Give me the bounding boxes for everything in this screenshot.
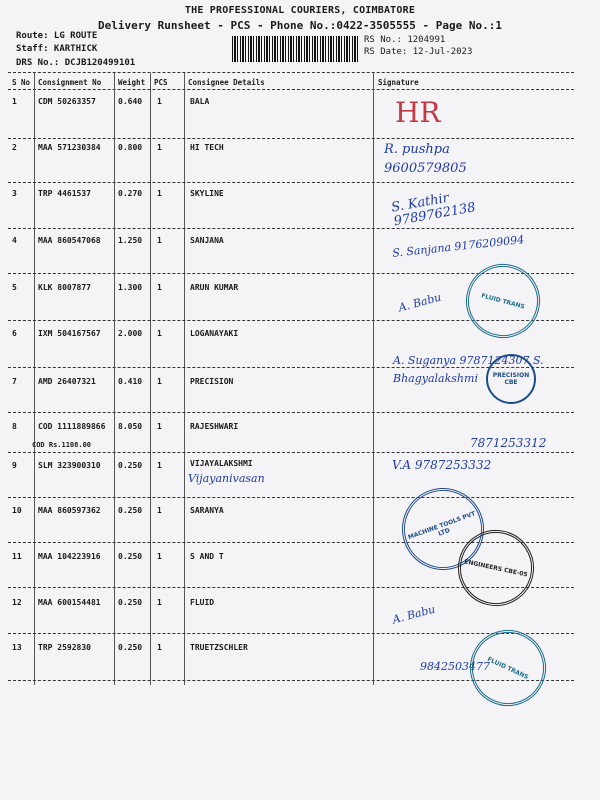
signature: 7871253312 — [470, 436, 547, 450]
rs-date: RS Date: 12-Jul-2023 — [364, 47, 473, 57]
row-consignment: AMD 26407321 — [38, 377, 96, 386]
company-title: THE PROFESSIONAL COURIERS, COIMBATORE — [184, 5, 416, 16]
row-consignment: MAA 104223916 — [38, 552, 101, 561]
drs-number: DRS No.: DCJB120499101 — [16, 58, 136, 68]
row-pcs: 1 — [157, 236, 162, 245]
row-consignee: TRUETZSCHLER — [190, 643, 248, 652]
row-consignee: LOGANAYAKI — [190, 329, 239, 338]
stamp-text: ENGINEERS CBE-05 — [463, 557, 529, 579]
row-rule — [8, 182, 574, 183]
row-sno: 9 — [12, 461, 17, 470]
row-sno: 13 — [12, 643, 22, 652]
row-consignee: S AND T — [190, 552, 224, 561]
row-consignee: SARANYA — [190, 506, 224, 515]
row-sno: 5 — [12, 283, 17, 292]
staff-label: Staff: KARTHICK — [16, 44, 98, 54]
row-sno: 1 — [12, 97, 17, 106]
row-rule — [8, 412, 574, 413]
precision-stamp — [486, 354, 536, 404]
table-top-rule — [8, 72, 574, 73]
row-sno: 11 — [12, 552, 22, 561]
row-sno: 7 — [12, 377, 17, 386]
route-label: Route: LG ROUTE — [16, 31, 98, 41]
row-sno: 3 — [12, 189, 17, 198]
col-signature: Signature — [378, 78, 419, 87]
col-divider — [150, 73, 151, 685]
table-header-rule — [8, 89, 574, 90]
stamp-text: MACHINE TOOLS PVT LTD — [407, 510, 477, 542]
row-pcs: 1 — [157, 97, 162, 106]
signature: A. Babu — [397, 290, 443, 315]
row-pcs: 1 — [157, 189, 162, 198]
row-sno: 10 — [12, 506, 22, 515]
row-consignee: ARUN KUMAR — [190, 283, 239, 292]
signature: S. Kathir 9789762138 — [390, 190, 477, 230]
row-rule — [8, 228, 574, 229]
row-pcs: 1 — [157, 143, 162, 152]
row-weight: 0.800 — [118, 143, 143, 152]
row-pcs: 1 — [157, 506, 162, 515]
row-weight: 0.250 — [118, 643, 143, 652]
row-sno: 12 — [12, 598, 22, 607]
row-consignment: TRP 2592830 — [38, 643, 91, 652]
row-consignment: MAA 571230384 — [38, 143, 101, 152]
row-rule — [8, 138, 574, 139]
row-weight: 0.250 — [118, 598, 143, 607]
row-pcs: 1 — [157, 329, 162, 338]
row-consignment: MAA 600154481 — [38, 598, 101, 607]
signature: R. pushpa 9600579805 — [384, 142, 467, 176]
row-weight: 0.640 — [118, 97, 143, 106]
col-consignment: Consignment No — [38, 78, 102, 87]
row-weight: 0.270 — [118, 189, 143, 198]
signature: A. Babu — [391, 602, 437, 627]
stamp-text: FLUID TRANS — [486, 655, 530, 681]
row-consignee: RAJESHWARI — [190, 422, 239, 431]
col-consignee: Consignee Details — [188, 78, 265, 87]
fluid-stamp — [458, 256, 549, 347]
row-consignment: MAA 860597362 — [38, 506, 101, 515]
row-consignment: KLK 8007877 — [38, 283, 91, 292]
signature: HR — [395, 96, 441, 129]
row-sno: 6 — [12, 329, 17, 338]
row-sno: 4 — [12, 236, 17, 245]
row-rule — [8, 497, 574, 498]
row-weight: 0.250 — [118, 506, 143, 515]
cod-amount: COD Rs.1108.00 — [32, 441, 92, 449]
col-divider — [373, 73, 374, 685]
stamp-text: FLUID TRANS — [480, 291, 526, 311]
signature: V.A 9787253332 — [392, 458, 492, 472]
row-consignment: SLM 323900310 — [38, 461, 101, 470]
row-weight: 1.250 — [118, 236, 143, 245]
signature: S. Sanjana 9176209094 — [391, 233, 525, 260]
row-consignee: PRECISION — [190, 377, 234, 386]
row-consignment: IXM 504167567 — [38, 329, 101, 338]
row-pcs: 1 — [157, 461, 162, 470]
row-weight: 0.250 — [118, 552, 143, 561]
stamp-text: PRECISION CBE — [492, 372, 530, 386]
row-consignee: SKYLINE — [190, 189, 224, 198]
row-pcs: 1 — [157, 643, 162, 652]
rs-number: RS No.: 1204991 — [364, 35, 446, 45]
row-pcs: 1 — [157, 377, 162, 386]
col-sno: S No — [12, 78, 31, 87]
row-consignment: TRP 4461537 — [38, 189, 91, 198]
row-consignment: COD 1111889866 — [38, 422, 106, 431]
col-divider — [114, 73, 115, 685]
runsheet-subtitle: Delivery Runsheet - PCS - Phone No.:0422-3505555 - Page No.:1 — [98, 19, 502, 32]
col-weight: Weight — [118, 78, 146, 87]
row-pcs: 1 — [157, 598, 162, 607]
row-weight: 0.410 — [118, 377, 143, 386]
row-pcs: 1 — [157, 552, 162, 561]
row-consignee: FLUID — [190, 598, 215, 607]
row-weight: 8.050 — [118, 422, 143, 431]
col-divider — [184, 73, 185, 685]
signature: A. Suganya 9787124307 S. Bhagyalakshmi — [393, 354, 544, 385]
row-consignee: HI TECH — [190, 143, 224, 152]
row-weight: 1.300 — [118, 283, 143, 292]
row-weight: 0.250 — [118, 461, 143, 470]
row-sno: 2 — [12, 143, 17, 152]
row-consignment: MAA 860547068 — [38, 236, 101, 245]
row-weight: 2.000 — [118, 329, 143, 338]
consignee-handwritten: Vijayanivasan — [188, 472, 265, 485]
row-consignment: CDM 50263357 — [38, 97, 96, 106]
barcode — [232, 36, 358, 62]
signature: 9842503477 — [420, 660, 490, 673]
row-sno: 8 — [12, 422, 17, 431]
row-consignee: BALA — [190, 97, 210, 106]
row-consignee: VIJAYALAKSHMI — [190, 459, 253, 468]
row-pcs: 1 — [157, 283, 162, 292]
row-rule — [8, 452, 574, 453]
col-pcs: PCS — [154, 78, 168, 87]
row-pcs: 1 — [157, 422, 162, 431]
row-consignee: SANJANA — [190, 236, 224, 245]
col-divider — [34, 73, 35, 685]
